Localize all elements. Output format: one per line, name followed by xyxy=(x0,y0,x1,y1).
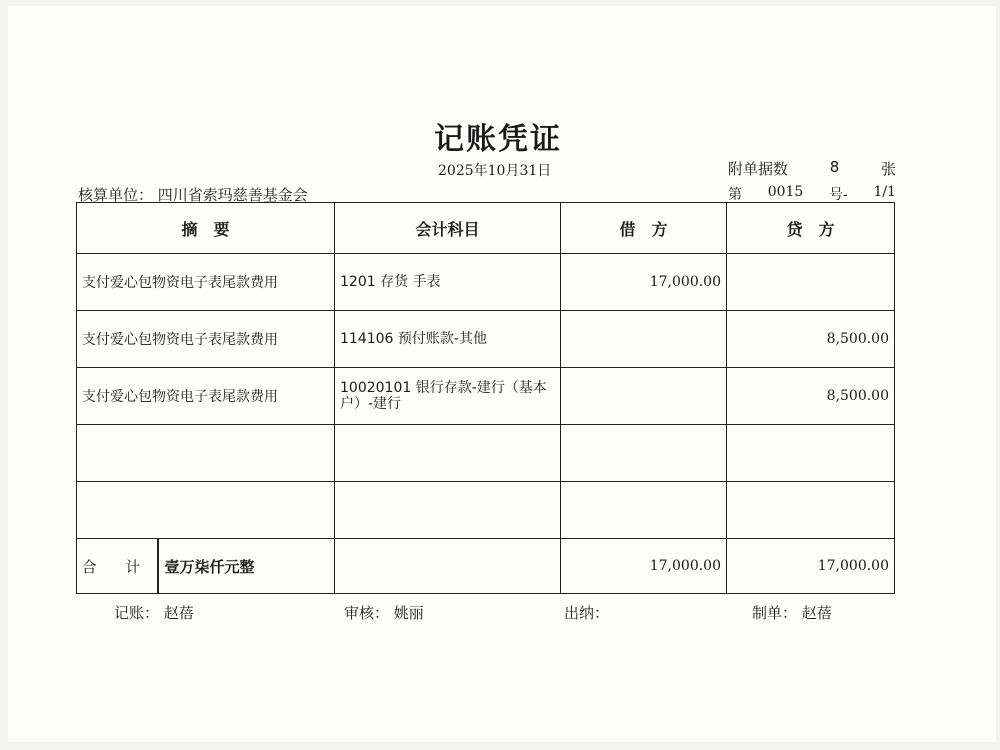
table-row xyxy=(77,311,895,368)
footer-cashier: 出纳： xyxy=(564,604,610,622)
attachment-unit: 张 xyxy=(880,160,896,178)
row-credit: 8,500.00 xyxy=(727,311,895,368)
voucher-table xyxy=(76,202,895,594)
footer-preparer: 制单： 赵蓓 xyxy=(752,604,832,622)
footer-bookkeeper: 记账： 赵蓓 xyxy=(114,604,194,622)
row-debit xyxy=(561,425,727,482)
row-account: 10020101 银行存款-建行（基本户）-建行 xyxy=(335,368,561,425)
attachment-number: 8 xyxy=(829,158,840,176)
row-summary: 支付爱心包物资电子表尾款费用 xyxy=(77,311,335,368)
table-header-row xyxy=(77,203,895,254)
accounting-unit: 核算单位： 四川省索玛慈善基金会 xyxy=(78,186,308,204)
row-summary xyxy=(77,482,335,539)
row-summary: 支付爱心包物资电子表尾款费用 xyxy=(77,254,335,311)
table-row xyxy=(77,254,895,311)
row-debit xyxy=(561,482,727,539)
row-account: 114106 预付账款-其他 xyxy=(335,311,561,368)
row-debit xyxy=(561,368,727,425)
row-summary: 支付爱心包物资电子表尾款费用 xyxy=(77,368,335,425)
attachment-count xyxy=(728,158,896,179)
table-row xyxy=(77,425,895,482)
total-account-cell xyxy=(335,539,561,594)
row-credit xyxy=(727,254,895,311)
footer-reviewer: 审核： 姚丽 xyxy=(344,604,424,622)
voucher-date: 2025年10月31日 xyxy=(438,163,552,179)
row-debit xyxy=(561,311,727,368)
total-label: 合 计 xyxy=(81,557,153,576)
header-credit: 贷 方 xyxy=(727,203,895,254)
voucher-suffix: 号- xyxy=(829,187,848,203)
row-account: 1201 存货 手表 xyxy=(335,254,561,311)
header-account: 会计科目 xyxy=(335,203,561,254)
voucher-sheet xyxy=(8,6,996,742)
voucher-prefix: 第 xyxy=(728,187,742,203)
total-amount-words: 壹万柒仟元整 xyxy=(164,557,255,576)
row-credit xyxy=(727,482,895,539)
header-summary: 摘 要 xyxy=(77,203,335,254)
total-credit: 17,000.00 xyxy=(727,539,895,594)
attachment-label: 附单据数 xyxy=(728,160,789,178)
voucher-number xyxy=(728,184,896,204)
total-debit: 17,000.00 xyxy=(561,539,727,594)
table-row xyxy=(77,482,895,539)
voucher-title: 记账凭证 xyxy=(434,122,562,157)
row-summary xyxy=(77,425,335,482)
row-account xyxy=(335,425,561,482)
total-row xyxy=(77,539,895,594)
row-credit xyxy=(727,425,895,482)
voucher-num: 0015 xyxy=(767,184,804,200)
total-cell xyxy=(77,539,335,594)
voucher-page: 1/1 xyxy=(873,184,896,200)
table-row xyxy=(77,368,895,425)
row-credit: 8,500.00 xyxy=(727,368,895,425)
row-account xyxy=(335,482,561,539)
row-debit: 17,000.00 xyxy=(561,254,727,311)
header-debit: 借 方 xyxy=(561,203,727,254)
